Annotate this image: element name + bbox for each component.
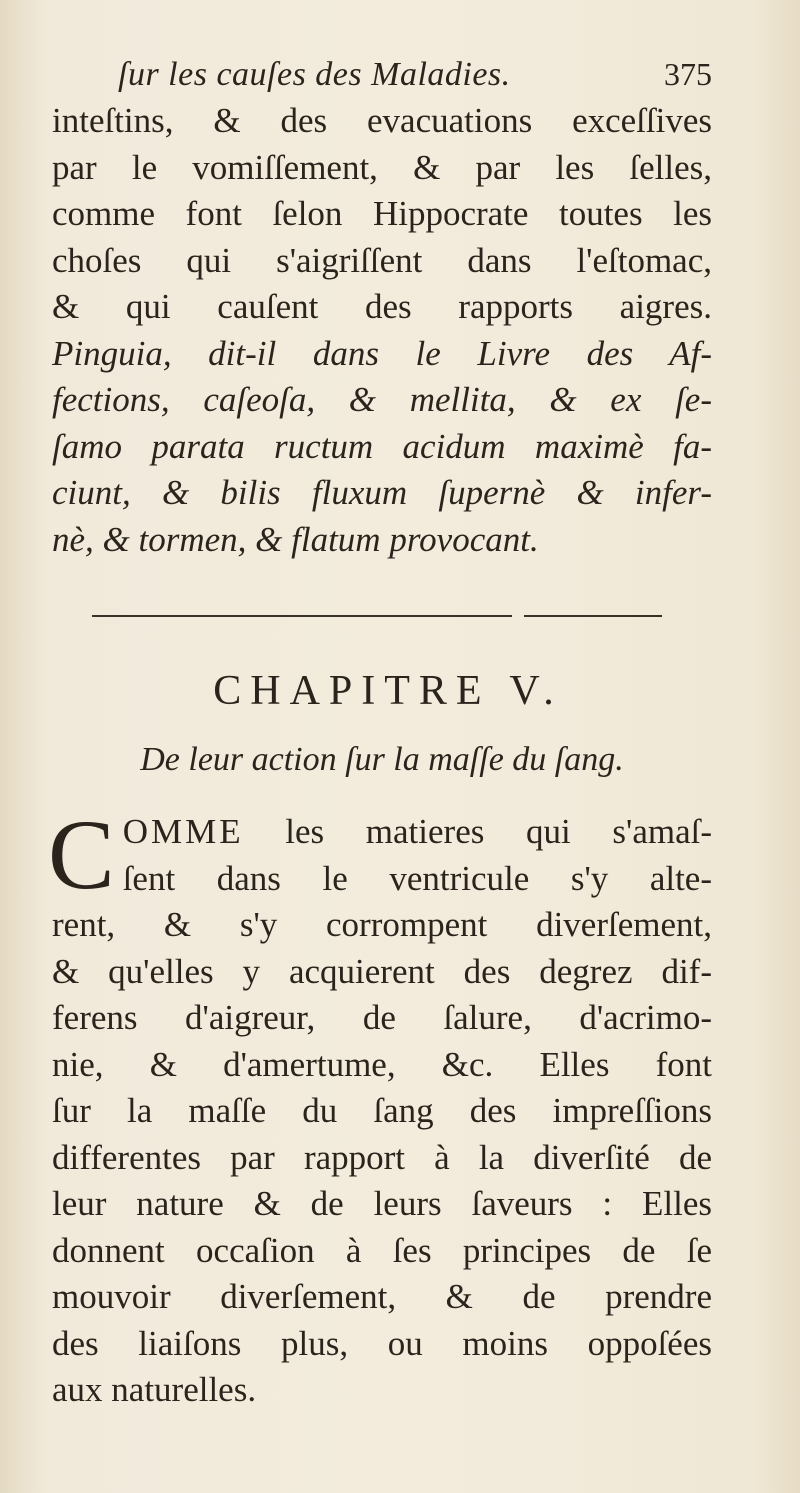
text-line: comme font ſelon Hippocrate toutes les	[52, 194, 712, 233]
section-divider	[52, 591, 712, 631]
text-line: inteſtins, & des evacuations exceſſives	[52, 101, 712, 140]
previous-chapter-text	[52, 98, 712, 563]
text-line: aux naturelles.	[52, 1370, 257, 1409]
text-line: differentes par rapport à la diverſité de	[52, 1137, 712, 1177]
page-number: 375	[664, 56, 712, 92]
text-line: fections, caſeoſa, & mellita, & ex ſe-	[52, 380, 712, 419]
text-line: mouvoir diverſement, & de prendre	[52, 1277, 712, 1316]
chapter-heading: CHAPITRE V.	[213, 668, 563, 714]
text-line	[52, 809, 712, 856]
text-line: ſur la maſſe du ſang des impreſſions	[52, 1091, 712, 1130]
text-line: rent, & s'y corrompent diverſement,	[52, 905, 712, 944]
drop-cap: C	[48, 799, 115, 910]
text-line: par le vomiſſement, & par les ſelles,	[52, 147, 712, 187]
divider-rule	[92, 615, 512, 617]
text-line: ſent dans le ventricule s'y alte-	[122, 858, 712, 898]
text-line: & qui cauſent des rapports aigres.	[52, 287, 712, 326]
text-line: nè, & tormen, & flatum provocant.	[52, 519, 539, 559]
text-line: & qu'elles y acquierent des degrez dif-	[52, 951, 712, 991]
text-line: ciunt, & bilis fluxum ſupernè & infer-	[52, 473, 712, 512]
text-line: ferens d'aigreur, de ſalure, d'acrimo-	[52, 998, 712, 1037]
text-line: ſamo parata ructum acidum maximè fa-	[52, 426, 712, 466]
divider-rule	[524, 615, 662, 617]
text-line: donnent occaſion à ſes principes de ſe	[52, 1230, 712, 1270]
running-head-title: ſur les cauſes des Maladies.	[118, 56, 511, 93]
text-line: leur nature & de leurs ſaveurs : Elles	[52, 1184, 712, 1223]
page-content	[48, 56, 712, 1414]
running-head	[118, 56, 712, 94]
text-line: nie, & d'amertume, &c. Elles font	[52, 1044, 712, 1084]
text-fragment: les matieres qui s'amaſ-	[285, 812, 712, 851]
text-line: choſes qui s'aigriſſent dans l'eſtomac,	[52, 240, 712, 280]
smallcaps-word: OMME	[122, 812, 244, 851]
chapter-paragraph	[48, 799, 712, 1414]
text-line: des liaiſons plus, ou moins oppoſées	[52, 1323, 712, 1363]
chapter-subtitle: De leur action ſur la maſſe du ſang.	[140, 741, 624, 778]
text-line: Pinguia, dit-il dans le Livre des Af-	[52, 333, 712, 373]
